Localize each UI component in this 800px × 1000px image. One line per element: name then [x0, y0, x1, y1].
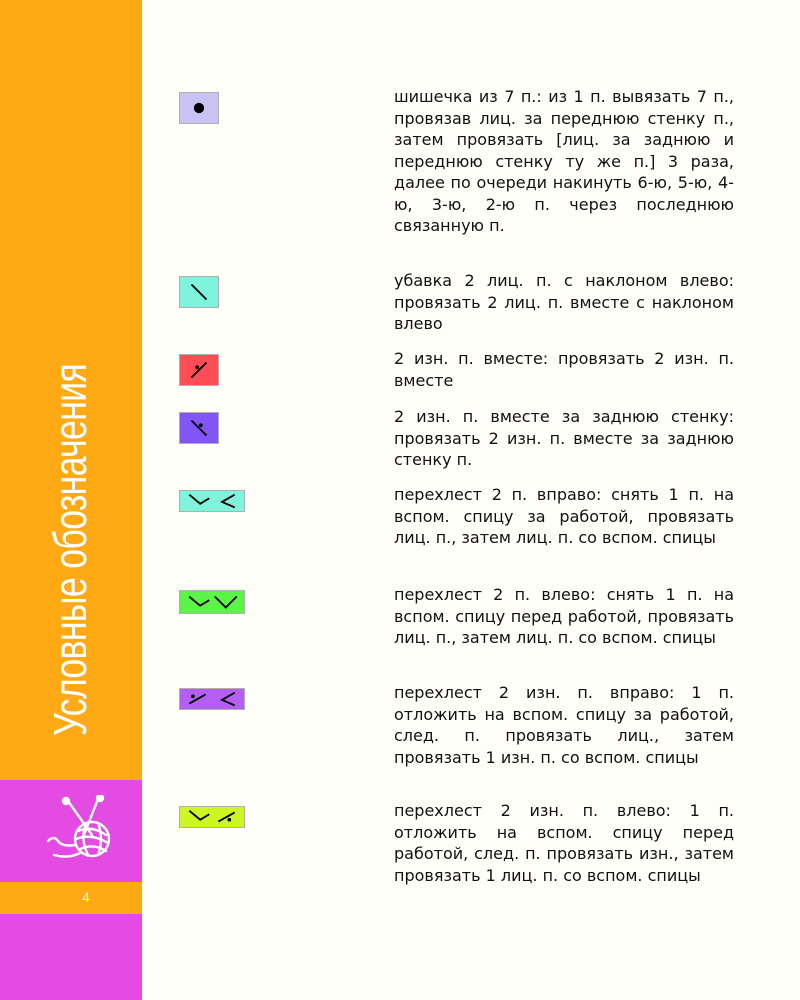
page-number: 4 [82, 889, 90, 905]
bobble-symbol-icon [179, 92, 219, 124]
legend-description: 2 изн. п. вместе за заднюю стенку: провязать 2 изн. п. вместе за заднюю стенку п. [394, 407, 734, 469]
purl-decrease-tbl-symbol-icon [179, 412, 219, 444]
purl-decrease-symbol-icon [179, 354, 219, 386]
legend-description: убавка 2 лиц. п. с наклоном влево: провязать 2 лиц. п. вместе с наклоном влево [394, 271, 734, 333]
sidebar-band-page-number [0, 882, 142, 914]
section-title: Условные обозначения [44, 363, 96, 737]
sidebar [0, 0, 142, 1000]
cross-left-symbol-icon [179, 590, 245, 614]
legend-description: перехлест 2 изн. п. вправо: 1 п. отложить на вспом. спицу за работой, след. п. провязать лиц., затем провязать 1 изн. п. со вспом. спицы [394, 683, 734, 767]
legend-description: шишечка из 7 п.: из 1 п. вывязать 7 п., провязав лиц. за переднюю стенку п., затем провязать [лиц. за заднюю и переднюю стенку ту же п.] 3 раза, далее по очереди накинуть 6-ю, 5-ю, 4-ю, 3-ю, 2-ю п. через последнюю связанную п. [394, 87, 734, 235]
legend-description: перехлест 2 п. вправо: снять 1 п. на вспом. спицу за работой, провязать лиц. п., затем лиц. п. со вспом. спицы [394, 485, 734, 547]
legend-description: 2 изн. п. вместе: провязать 2 изн. п. вместе [394, 349, 734, 390]
purl-cross-left-symbol-icon [179, 806, 245, 828]
legend-description: перехлест 2 изн. п. влево: 1 п. отложить на вспом. спицу перед работой, след. п. провязать изн., затем провязать 1 лиц. п. со вспом. спицы [394, 801, 734, 885]
purl-cross-right-symbol-icon [179, 688, 245, 710]
legend-description: перехлест 2 п. влево: снять 1 п. на вспом. спицу перед работой, провязать лиц. п., затем лиц. п. со вспом. спицы [394, 585, 734, 647]
sidebar-band-magenta-bottom [0, 914, 142, 1000]
yarn-ball-with-needles-icon [40, 795, 130, 865]
decrease-left-symbol-icon [179, 276, 219, 308]
cross-right-symbol-icon [179, 490, 245, 512]
